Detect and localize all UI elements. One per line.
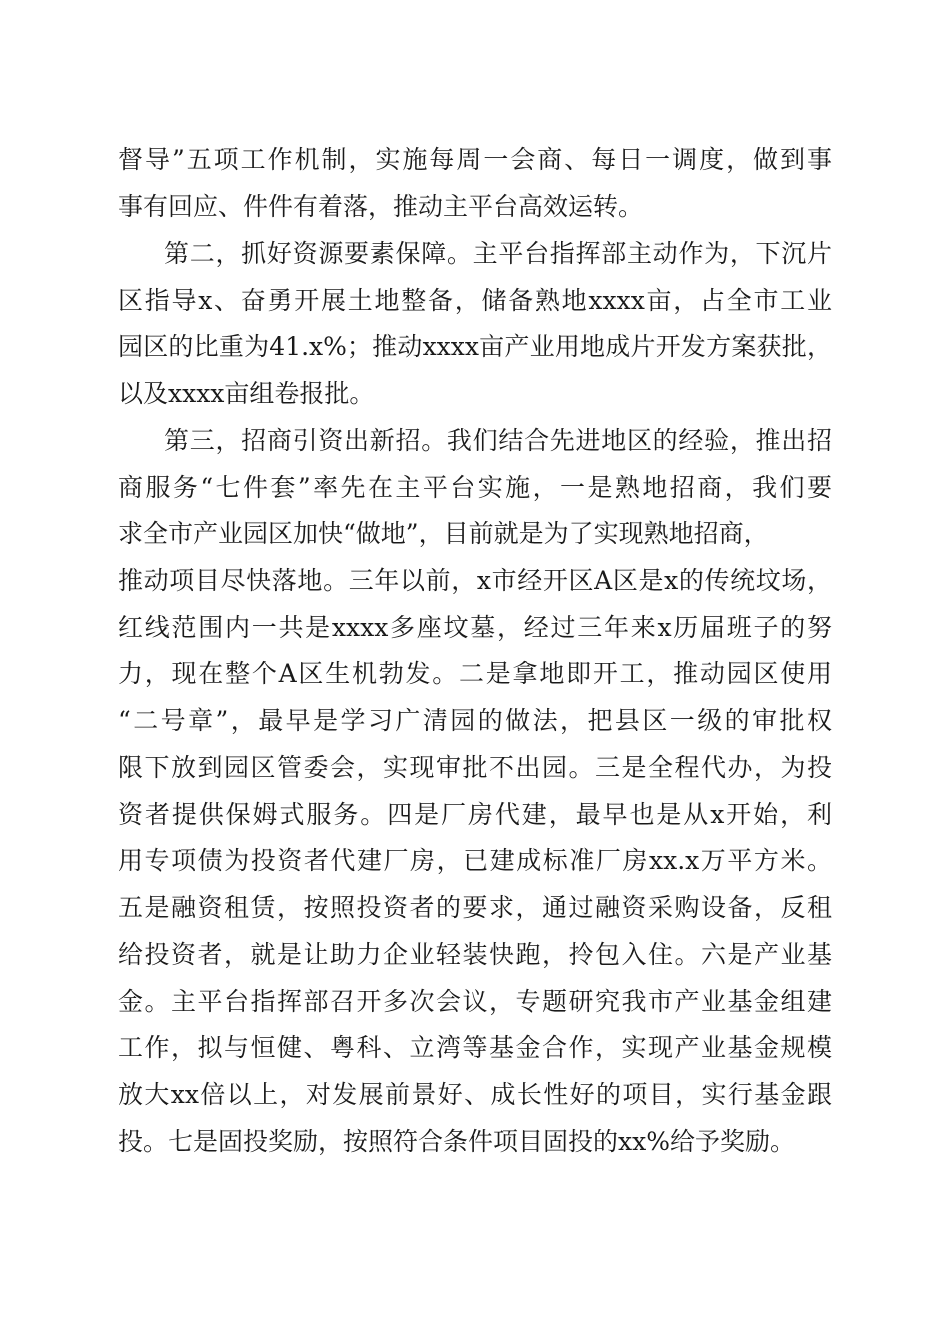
- paragraph-heading-line: 第二，抓好资源要素保障。主平台指挥部主动作为，下沉片: [164, 239, 832, 268]
- text-line: 金。主平台指挥部召开多次会议，专题研究我市产业基金组建: [118, 987, 832, 1016]
- text-line: 力，现在整个A区生机勃发。二是拿地即开工，推动园区使用: [118, 659, 832, 688]
- text-line: 商服务“七件套”率先在主平台实施，一是熟地招商，我们要: [118, 473, 832, 502]
- text-line: 求全市产业园区加快“做地”，目前就是为了实现熟地招商，: [118, 519, 769, 548]
- text-line: 工作，拟与恒健、粤科、立湾等基金合作，实现产业基金规模: [118, 1033, 832, 1062]
- text-line: 五是融资租赁，按照投资者的要求，通过融资采购设备，反租: [118, 893, 832, 922]
- text-line: 限下放到园区管委会，实现审批不出园。三是全程代办，为投: [118, 753, 832, 782]
- text-line: 区指导x、奋勇开展土地整备，储备熟地xxxx亩，占全市工业: [118, 286, 832, 315]
- text-line: 投。七是固投奖励，按照符合条件项目固投的xx%给予奖励。: [118, 1127, 795, 1156]
- text-line: 放大xx倍以上，对发展前景好、成长性好的项目，实行基金跟: [118, 1080, 832, 1109]
- text-line: 事有回应、件件有着落，推动主平台高效运转。: [118, 192, 644, 221]
- text-line: 督导”五项工作机制，实施每周一会商、每日一调度，做到事: [118, 145, 832, 174]
- text-line: 给投资者，就是让助力企业轻装快跑，拎包入住。六是产业基: [118, 940, 832, 969]
- text-line: 用专项债为投资者代建厂房，已建成标准厂房xx.x万平方米。: [118, 846, 832, 875]
- paragraph-heading-line: 第三，招商引资出新招。我们结合先进地区的经验，推出招: [164, 426, 832, 455]
- text-line: “二号章”，最早是学习广清园的做法，把县区一级的审批权: [118, 706, 832, 735]
- text-line: 红线范围内一共是xxxx多座坟墓，经过三年来x历届班子的努: [118, 613, 832, 642]
- text-line: 园区的比重为41.x%；推动xxxx亩产业用地成片开发方案获批，: [118, 332, 832, 361]
- text-line: 推动项目尽快落地。三年以前，x市经开区A区是x的传统坟场，: [118, 566, 832, 595]
- text-line: 以及xxxx亩组卷报批。: [118, 379, 375, 408]
- text-line: 资者提供保姆式服务。四是厂房代建，最早也是从x开始，利: [118, 800, 832, 829]
